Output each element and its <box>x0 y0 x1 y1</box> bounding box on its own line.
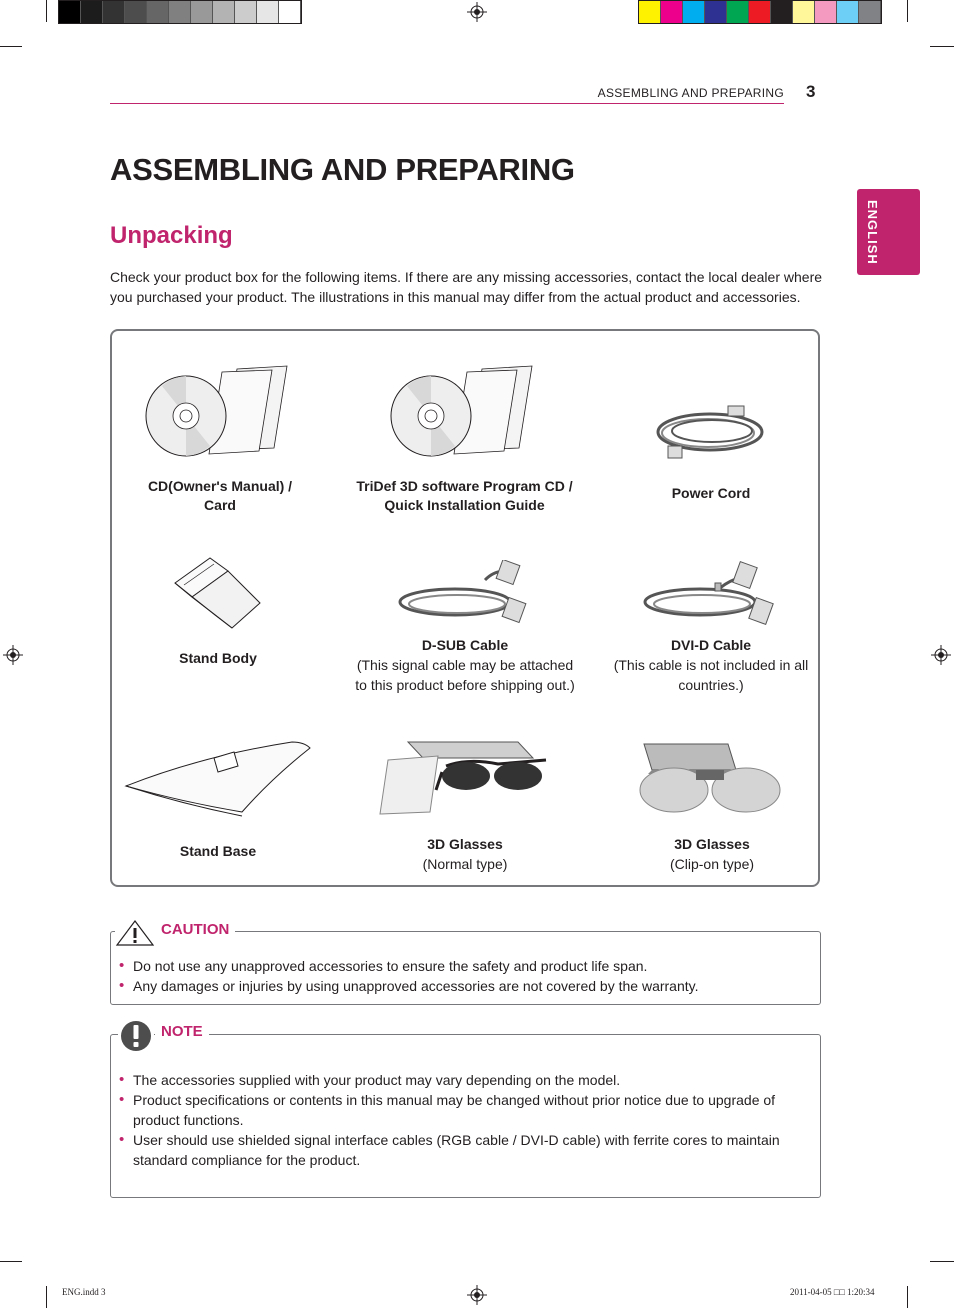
color-swatch <box>705 1 727 23</box>
color-swatch <box>683 1 705 23</box>
slug-filename: ENG.indd 3 <box>62 1287 106 1297</box>
color-swatch <box>815 1 837 23</box>
3d-glasses-clip-on-illustration <box>636 740 784 816</box>
color-swatch <box>837 1 859 23</box>
note-list <box>110 1070 810 1170</box>
list-item: • The accessories supplied with your product may vary depending on the model. <box>110 1070 810 1090</box>
gray-swatch <box>147 1 169 23</box>
crop-mark <box>46 1286 47 1308</box>
item-label: CD(Owner's Manual) / Card <box>147 478 293 513</box>
caution-title: CAUTION <box>155 921 235 938</box>
language-tab-label: ENGLISH <box>865 199 880 265</box>
header-rule <box>110 103 784 104</box>
gray-swatch <box>235 1 257 23</box>
color-swatch <box>771 1 793 23</box>
note-exclamation-icon <box>118 1019 154 1053</box>
item-label: Stand Body <box>179 650 257 666</box>
registration-mark-icon <box>467 2 487 22</box>
stand-base-illustration <box>122 738 314 818</box>
crop-mark <box>0 1261 22 1262</box>
item-label: DVI-D Cable (This cable is not included in all countries.) <box>613 637 809 693</box>
page-number: 3 <box>806 82 816 101</box>
cd-and-card-illustration <box>142 364 292 459</box>
item-label: D-SUB Cable (This signal cable may be attached to this product before shipping out.) <box>355 637 575 693</box>
crop-mark <box>930 46 954 47</box>
gray-swatch <box>213 1 235 23</box>
intro-paragraph: Check your product box for the following items. If there are any missing accessories, contact the local dealer where you purchased your product. The illustrations in this manual may differ from the actual product and accessories. <box>110 269 823 305</box>
caution-list <box>110 956 815 996</box>
registration-mark-icon <box>467 1285 487 1305</box>
3d-glasses-normal-illustration <box>378 738 553 816</box>
gray-swatch <box>169 1 191 23</box>
note-title: NOTE <box>155 1023 209 1040</box>
crop-mark <box>907 0 908 22</box>
registration-mark-icon <box>3 645 23 665</box>
gray-swatch <box>81 1 103 23</box>
item-label: 3D Glasses (Normal type) <box>422 836 508 872</box>
page-title: ASSEMBLING AND PREPARING <box>110 152 575 187</box>
stand-body-illustration <box>170 553 265 633</box>
color-swatch <box>859 1 881 23</box>
list-item: • Product specifications or contents in this manual may be changed without prior notice due to upgrade of product functions. <box>110 1090 810 1130</box>
dvi-d-cable-illustration <box>640 560 790 630</box>
list-item: • Do not use any unapproved accessories to ensure the safety and product life span. <box>110 956 815 976</box>
d-sub-cable-illustration <box>395 560 545 630</box>
running-head: ASSEMBLING AND PREPARING <box>597 86 784 100</box>
gray-swatch <box>59 1 81 23</box>
color-swatch <box>749 1 771 23</box>
warning-triangle-icon <box>115 919 155 947</box>
slug-timestamp: 2011-04-05 □□ 1:20:34 <box>790 1287 875 1297</box>
gray-swatch <box>191 1 213 23</box>
list-item: • User should use shielded signal interface cables (RGB cable / DVI-D cable) with ferrite cores to maintain standard compliance for the product. <box>110 1130 810 1170</box>
gray-swatch <box>125 1 147 23</box>
registration-mark-icon <box>931 645 951 665</box>
crop-mark <box>46 0 47 22</box>
gray-swatch <box>279 1 301 23</box>
crop-mark <box>930 1261 954 1262</box>
color-swatch <box>793 1 815 23</box>
color-swatch <box>727 1 749 23</box>
gray-swatch <box>257 1 279 23</box>
crop-mark <box>907 1286 908 1308</box>
grayscale-bar <box>58 0 302 24</box>
item-label: Power Cord <box>671 485 751 501</box>
color-swatch <box>661 1 683 23</box>
section-heading: Unpacking <box>110 222 233 249</box>
gray-swatch <box>103 1 125 23</box>
cd-and-guide-illustration <box>387 364 537 459</box>
item-label: TriDef 3D software Program CD / Quick Installation Guide <box>356 478 573 513</box>
color-bar <box>638 0 882 24</box>
crop-mark <box>0 46 22 47</box>
item-label: 3D Glasses (Clip-on type) <box>669 836 755 872</box>
list-item: • Any damages or injuries by using unapproved accessories are not covered by the warranty. <box>110 976 815 996</box>
item-label: Stand Base <box>179 843 257 859</box>
color-swatch <box>639 1 661 23</box>
power-cord-illustration <box>650 402 770 464</box>
